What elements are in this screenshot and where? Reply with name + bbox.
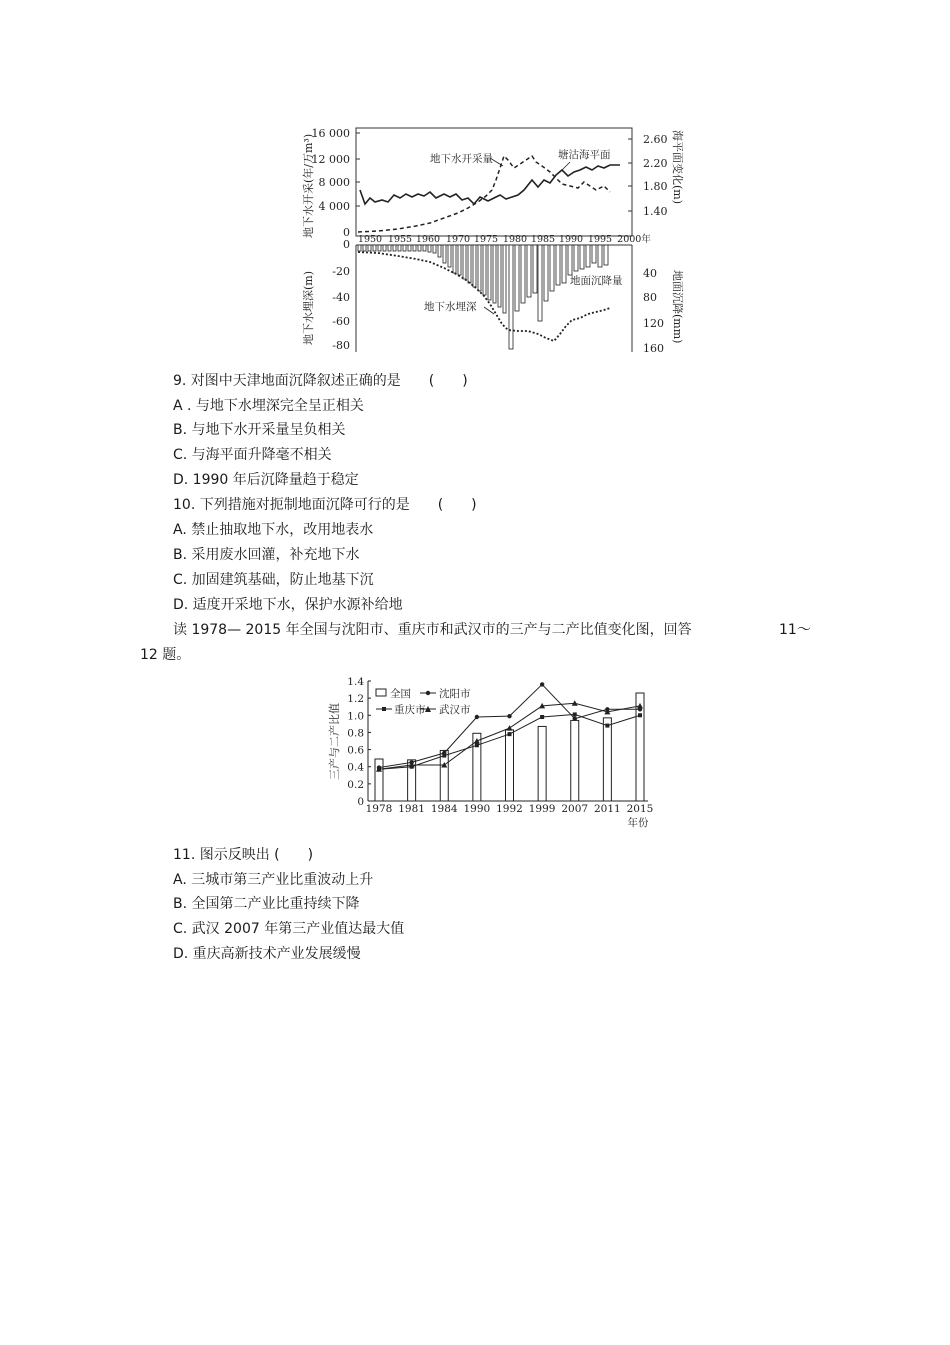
- q9-option-d: D. 1990 年后沉降量趋于稳定: [173, 472, 359, 488]
- top-left-tick-1: 12 000: [311, 153, 350, 166]
- x-tick-label: 1978: [365, 803, 393, 815]
- intro-line-2: 12 题。: [140, 647, 191, 663]
- legend-chongqing-marker: [382, 707, 386, 711]
- national-bar: [571, 720, 579, 801]
- top-right-tick-0: 2.60: [643, 133, 668, 146]
- x-tick-1960: 1960: [415, 234, 441, 245]
- y-tick-label: 1.0: [347, 710, 364, 723]
- top-right-tick-2: 1.80: [643, 180, 668, 193]
- x-tick-label: 1984: [430, 803, 458, 815]
- bottom-left-tick-1: -20: [332, 265, 350, 278]
- y-tick-label: 0: [357, 796, 364, 808]
- chongqing-point: [605, 724, 609, 728]
- top-left-tick-2: 8 000: [318, 176, 350, 189]
- y-tick-label: 0.6: [347, 744, 364, 757]
- annotation-subsidence: 地面沉降量: [570, 275, 623, 287]
- q10-option-d: D. 适度开采地下水，保护水源补给地: [173, 597, 403, 613]
- legend-shenyang-marker: [426, 691, 430, 695]
- x-tick-label: 2015: [626, 803, 654, 815]
- intro-line-1-tail: 11～: [779, 622, 811, 638]
- national-bar: [440, 750, 448, 801]
- ratio-chart-ylabel: 三产与二产比值: [328, 703, 341, 780]
- wuhan-point: [507, 725, 513, 731]
- top-left-tick-0: 16 000: [311, 127, 350, 140]
- q11-option-d: D. 重庆高新技术产业发展缓慢: [173, 946, 361, 962]
- x-tick-label: 2007: [561, 803, 589, 815]
- top-right-tick-1: 2.20: [643, 157, 668, 170]
- groundwater-subsidence-figure: [298, 120, 690, 365]
- y-tick-label: 0.8: [347, 727, 364, 740]
- y-tick-label: 1.2: [347, 693, 364, 706]
- shenyang-point: [573, 717, 577, 721]
- top-left-tick-3: 4 000: [318, 200, 350, 213]
- q9-option-b: B. 与地下水开采量呈负相关: [173, 422, 346, 438]
- top-right-axis-label: 海平面变化(m): [671, 130, 684, 205]
- legend-chongqing-label: 重庆市: [394, 704, 426, 716]
- x-tick-label: 1999: [528, 803, 556, 815]
- x-tick-1995: 1995: [587, 234, 613, 245]
- x-tick-2000: 2000年: [617, 234, 651, 245]
- x-tick-label: 2011: [594, 803, 621, 815]
- x-tick-label: 1990: [463, 803, 491, 815]
- q11-option-c: C. 武汉 2007 年第三产业值达最大值: [173, 921, 405, 937]
- x-tick-1985: 1985: [530, 234, 556, 245]
- bottom-right-tick-0: 40: [643, 267, 657, 280]
- national-bar: [603, 718, 611, 801]
- bottom-left-tick-4: -80: [332, 339, 350, 352]
- top-chart-frame: [356, 128, 632, 236]
- top-right-tick-3: 1.40: [643, 205, 668, 218]
- bottom-left-tick-2: -40: [332, 291, 350, 304]
- x-tick-1950: 1950: [357, 234, 383, 245]
- bottom-right-axis-label: 地面沉降(mm): [671, 270, 684, 344]
- chongqing-point: [573, 712, 577, 716]
- bottom-left-axis-label: 地下水埋深(m): [302, 270, 315, 345]
- bottom-right-tick-1: 80: [643, 291, 657, 304]
- bottom-right-tick-2: 120: [643, 317, 664, 330]
- q10-option-c: C. 加固建筑基础，防止地基下沉: [173, 572, 374, 588]
- ratio-chart-xlabel: 年份: [627, 817, 649, 829]
- bottom-left-tick-0: 0: [343, 238, 350, 251]
- ratio-chart: [322, 672, 662, 834]
- x-tick-1955: 1955: [387, 234, 413, 245]
- x-tick-1990: 1990: [558, 234, 584, 245]
- chongqing-point: [475, 743, 479, 747]
- intro-line-1: 读 1978— 2015 年全国与沈阳市、重庆市和武汉市的三产与二产比值变化图，回答: [173, 622, 692, 638]
- bottom-right-tick-3: 160: [643, 342, 664, 355]
- annotation-depth: 地下水埋深: [424, 301, 477, 313]
- q11-option-a: A. 三城市第三产业比重波动上升: [173, 872, 374, 888]
- national-bar: [538, 726, 546, 801]
- bottom-left-tick-3: -60: [332, 315, 350, 328]
- q10-option-a: A. 禁止抽取地下水，改用地表水: [173, 522, 374, 538]
- y-tick-label: 1.4: [347, 676, 364, 688]
- q11-stem: 11. 图示反映出 ( ): [173, 847, 314, 863]
- top-left-tick-4: 0: [343, 226, 350, 239]
- national-bar: [506, 730, 514, 801]
- q9-option-c: C. 与海平面升降毫不相关: [173, 447, 332, 463]
- y-tick-label: 0.4: [347, 761, 364, 774]
- y-tick-label: 0.2: [347, 778, 364, 791]
- x-tick-label: 1981: [398, 803, 425, 815]
- q10-stem: 10. 下列措施对扼制地面沉降可行的是 ( ): [173, 497, 477, 513]
- subsidence-bars: [358, 245, 608, 349]
- q10-option-b: B. 采用废水回灌，补充地下水: [173, 547, 360, 563]
- q9-stem: 9. 对图中天津地面沉降叙述正确的是 ( ): [173, 373, 468, 389]
- q11-option-b: B. 全国第二产业比重持续下降: [173, 896, 360, 912]
- ratio-chart-legend: [376, 687, 471, 716]
- x-tick-1980: 1980: [502, 234, 528, 245]
- top-left-axis-label: 地下水开采(年/万m³): [302, 133, 315, 238]
- legend-wuhan-label: 武汉市: [439, 704, 471, 716]
- chongqing-point: [508, 732, 512, 736]
- national-bar: [375, 759, 383, 801]
- x-tick-1975: 1975: [473, 234, 499, 245]
- chongqing-point: [442, 754, 446, 758]
- chongqing-point: [638, 713, 642, 717]
- shenyang-point: [475, 715, 479, 719]
- legend-national-label: 全国: [390, 688, 411, 700]
- annotation-groundwater: 地下水开采量: [430, 153, 493, 165]
- chongqing-point: [540, 715, 544, 719]
- sea-level-line: [360, 165, 620, 204]
- groundwater-extraction-line: [358, 156, 610, 232]
- shenyang-point: [540, 682, 544, 686]
- legend-national-swatch: [376, 689, 386, 696]
- annotation-sealevel: 塘沽海平面: [558, 149, 611, 161]
- legend-shenyang-label: 沈阳市: [439, 688, 471, 700]
- x-tick-label: 1992: [496, 803, 523, 815]
- shenyang-point: [507, 714, 511, 718]
- q9-option-a: A . 与地下水埋深完全呈正相关: [173, 398, 364, 414]
- x-tick-1970: 1970: [445, 234, 471, 245]
